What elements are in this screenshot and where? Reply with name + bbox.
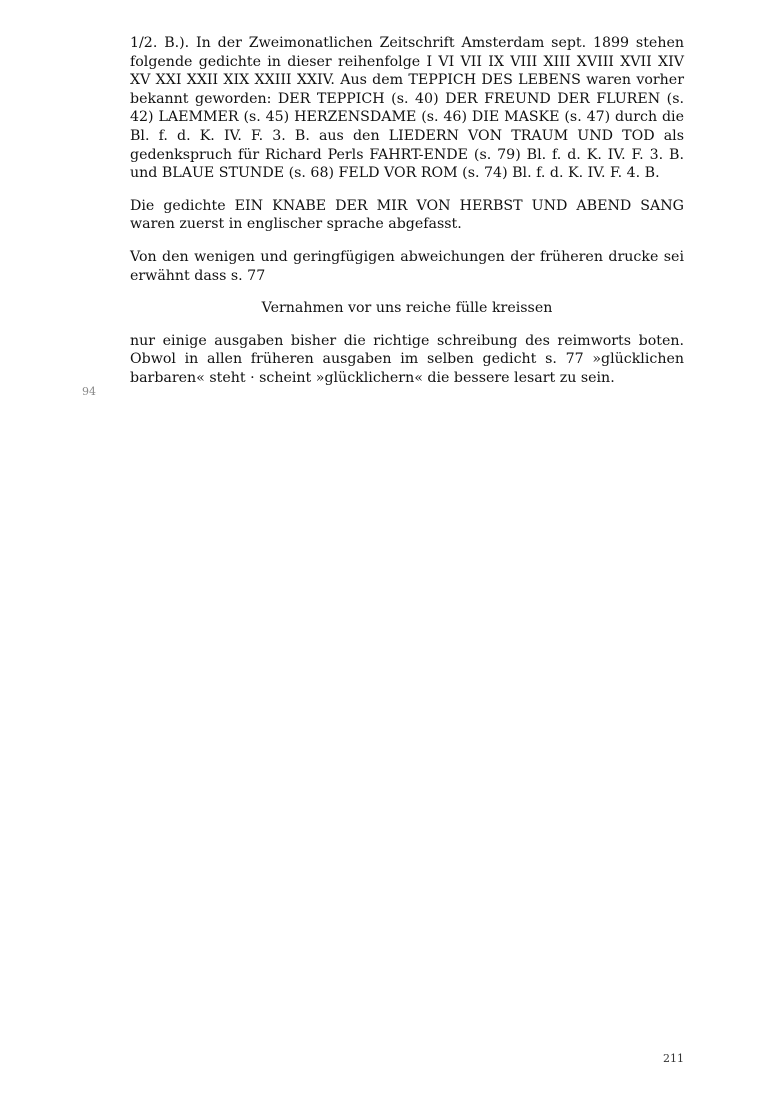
paragraph-sources: 1/2. B.). In der Zweimonatlichen Zeitschrift Amsterdam sept. 1899 stehen folgende gedichte in dieser reihenfolge I VI VII IX VIII XIII XVIII XVII XIV XV XXI XXII XIX XXIII XXIV. Aus dem TEPPICH DES LEBENS waren vorher bekannt geworden: DER TEPPICH (s. 40) DER FREUND DER FLUREN (s. 42) LAEMMER (s. 45) HERZENSDAME (s. 46) DIE MASKE (s. 47) durch die Bl. f. d. K. IV. F. 3. B. aus den LIEDERN VON TRAUM UND TOD als gedenkspruch für Richard Perls FAHRT-ENDE (s. 79) Bl. f. d. K. IV. F. 3. B. und BLAUE STUNDE (s. 68) FELD VOR ROM (s. 74) Bl. f. d. K. IV. F. 4. B. — [130, 35, 684, 182]
paragraph-variants: Von den wenigen und geringfügigen abweichungen der früheren drucke sei erwähnt dass s. 77 — [130, 248, 684, 284]
paragraph-english-origin: Die gedichte EIN KNABE DER MIR VON HERBST UND ABEND SANG waren zuerst in englischer sprache abgefasst. — [130, 197, 684, 233]
main-text — [130, 34, 684, 402]
paragraph-reading: nur einige ausgaben bisher die richtige schreibung des reimworts boten. Obwol in allen früheren ausgaben im selben gedicht s. 77 »glücklichen barbaren« steht · scheint »glücklichern« die bessere lesart zu sein. — [130, 332, 684, 386]
quoted-verse: Vernahmen vor uns reiche fülle kreissen — [261, 300, 553, 317]
page-number: 211 — [663, 1052, 684, 1065]
margin-line-number: 94 — [82, 385, 96, 398]
